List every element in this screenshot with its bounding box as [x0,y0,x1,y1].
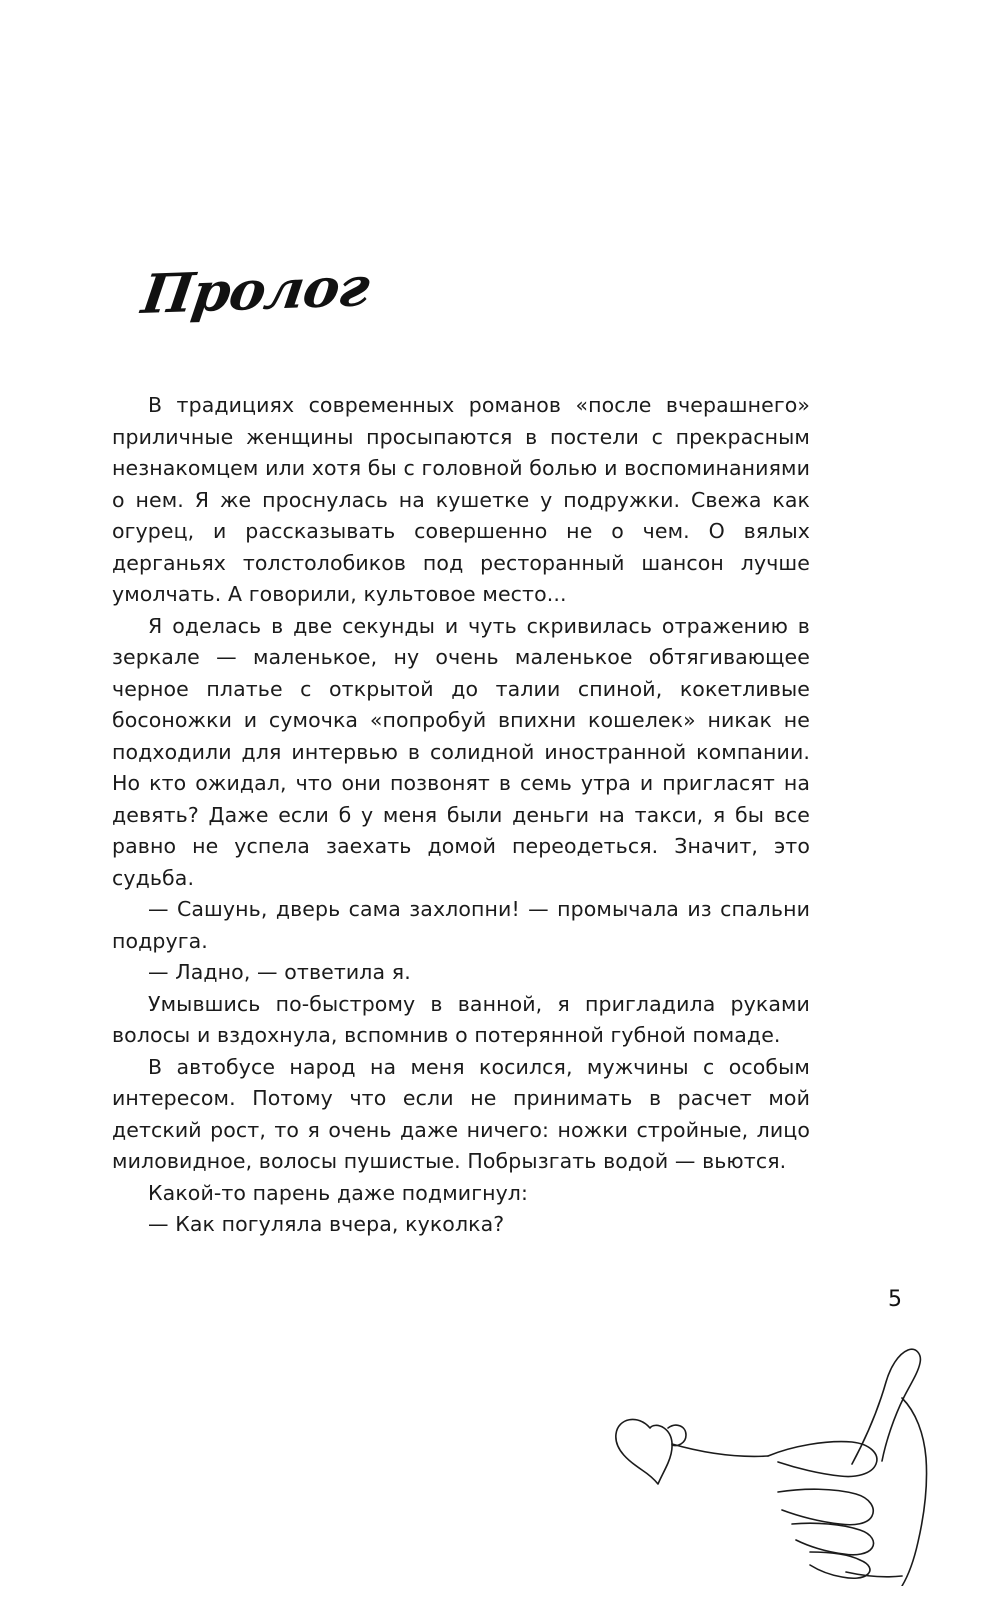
paragraph: Я оделась в две секунды и чуть скривилась отражению в зеркале — маленькое, ну очень маленькое обтягивающее черное платье с открытой до талии спиной, кокетливые босоножки и сумочка «попробуй впихни кошелек» никак не подходили для интервью в солидной иностранной компании. Но кто ожидал, что они позвонят в семь утра и пригласят на девять? Даже если б у меня были деньги на такси, я бы все равно не успела заехать домой переодеться. Значит, это судьба. [112,613,810,890]
hand-holding-heart-icon [602,1326,962,1586]
page-number: 5 [888,1287,902,1312]
paragraph: В традициях современных романов «после вчерашнего» приличные женщины просыпаются в постели с прекрасным незнакомцем или хотя бы с головной болью и воспоминаниями о нем. Я же проснулась на кушетке у подружки. Свежа как огурец, и рассказывать совершенно не о чем. О вялых дерганьях толстолобиков под ресторанный шансон лучше умолчать. А говорили, культовое место... [112,393,810,606]
paragraph: — Сашунь, дверь сама захлопни! — промычала из спальни подруга. [112,897,810,953]
paragraph: — Как погуляла вчера, куколка? [148,1212,505,1236]
paragraph: Какой-то парень даже подмигнул: [148,1180,529,1205]
body-text [112,390,810,1241]
chapter-title: Пролог [138,254,374,326]
paragraph: — Ладно, — ответила я. [148,960,411,984]
paragraph: Умывшись по-быстрому в ванной, я пригладила руками волосы и вздохнула, вспомнив о потерянной губной помаде. [112,991,810,1047]
paragraph: В автобусе народ на меня косился, мужчины с особым интересом. Потому что если не принимать в расчет мой детский рост, то я очень даже ничего: ножки стройные, лицо миловидное, волосы пушистые. Побрызгать водой — вьются. [112,1054,810,1173]
